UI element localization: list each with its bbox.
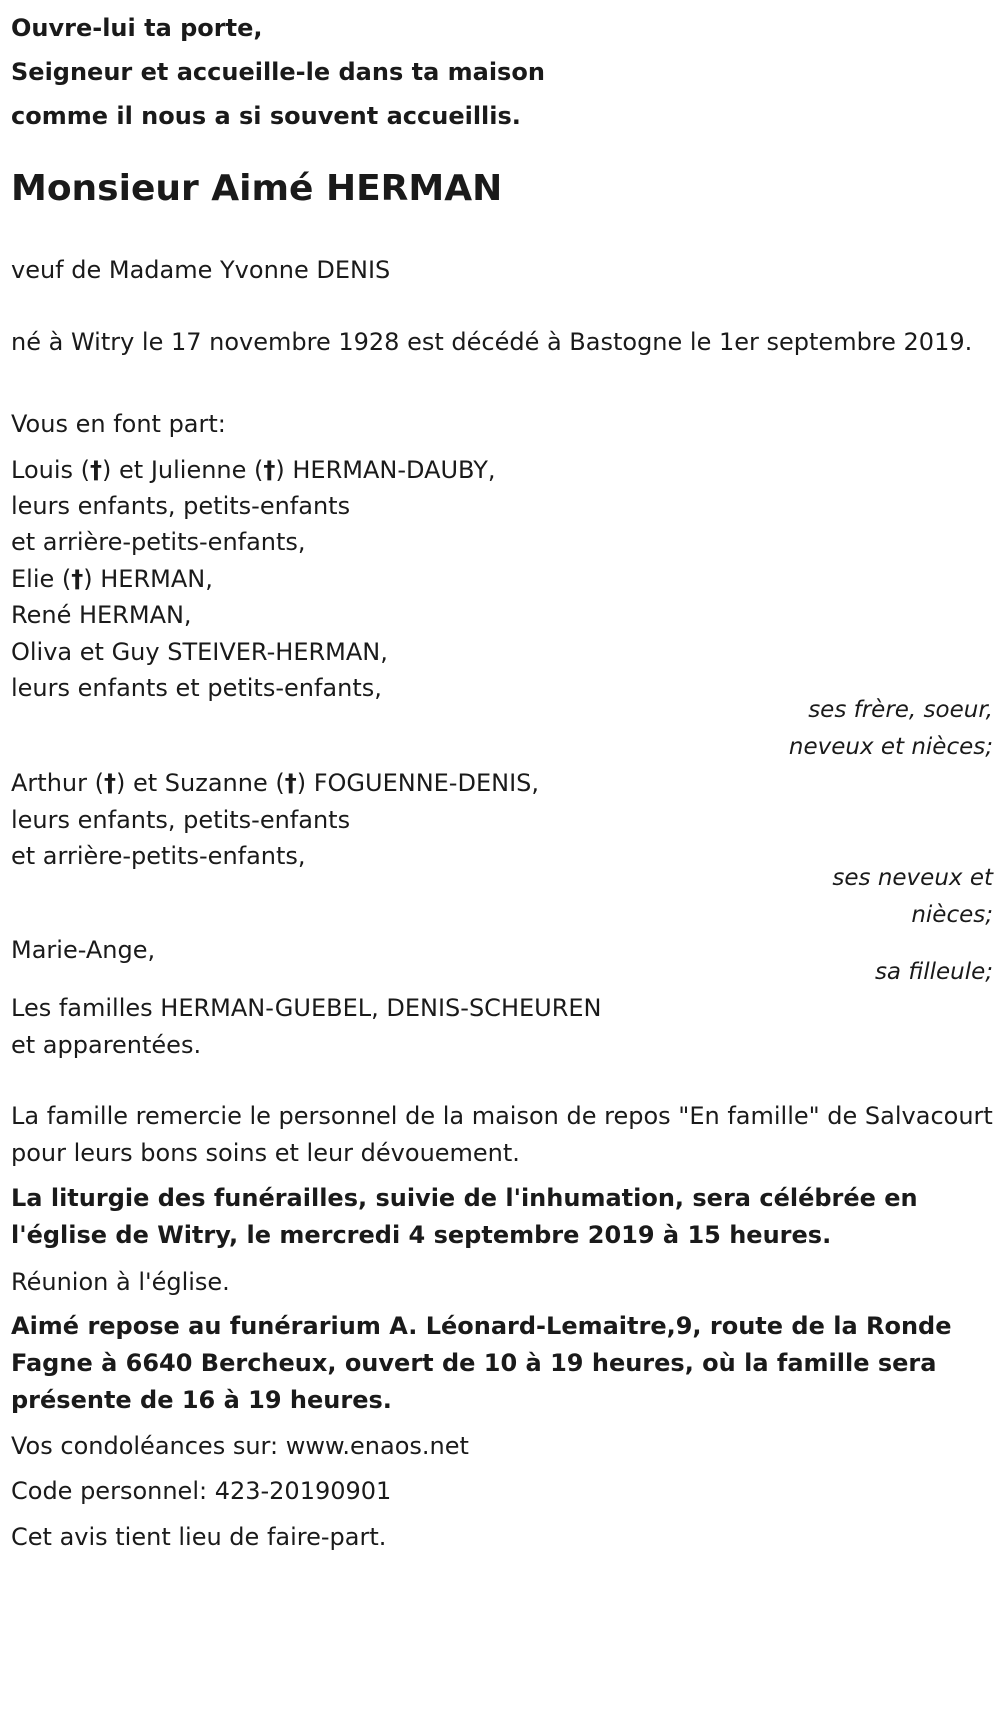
cross-icon: †	[284, 769, 297, 797]
cross-icon: †	[90, 456, 103, 484]
funeral-paragraph: La liturgie des funérailles, suivie de l'inhumation, sera célébrée en l'église de Witry, le mercredi 4 septembre 2019 à 15 heures.	[11, 1184, 918, 1249]
spouse-line: veuf de Madame Yvonne DENIS	[11, 256, 391, 284]
family-line: Les familles HERMAN-GUEBEL, DENIS-SCHEUREN	[11, 994, 602, 1022]
poem-line-1: Ouvre-lui ta porte,	[11, 14, 263, 42]
thanks-paragraph: La famille remercie le personnel de la maison de repos "En famille" de Salvacourt pour leurs bons soins et leur dévouement.	[11, 1102, 993, 1167]
family-line: Marie-Ange,	[11, 936, 156, 964]
cross-icon: †	[103, 769, 116, 797]
relation-label: neveux et nièces;	[788, 734, 993, 760]
poem-line-3: comme il nous a si souvent accueillis.	[11, 102, 521, 130]
birth-death-line: né à Witry le 17 novembre 1928 est décédé à Bastogne le 1er septembre 2019.	[11, 328, 973, 356]
repose-paragraph: Aimé repose au funérarium A. Léonard-Lemaitre,9, route de la Ronde Fagne à 6640 Bercheux, ouvert de 10 à 19 heures, où la famille sera présente de 16 à 19 heures.	[11, 1312, 952, 1414]
family-line: et arrière-petits-enfants,	[11, 842, 306, 870]
family-line: et arrière-petits-enfants,	[11, 528, 306, 556]
family-line: leurs enfants et petits-enfants,	[11, 674, 382, 702]
meeting-line: Réunion à l'église.	[11, 1268, 230, 1296]
personal-code: Code personnel: 423-20190901	[11, 1477, 392, 1505]
cross-icon: †	[263, 456, 276, 484]
family-line: Louis (†) et Julienne (†) HERMAN-DAUBY,	[11, 456, 496, 484]
family-line: Arthur (†) et Suzanne (†) FOGUENNE-DENIS,	[11, 769, 540, 797]
family-line: leurs enfants, petits-enfants	[11, 492, 351, 520]
relation-label: ses frère, soeur,	[808, 697, 993, 723]
deceased-name: Monsieur Aimé HERMAN	[11, 168, 503, 209]
relation-label: sa filleule;	[874, 959, 993, 985]
family-line: et apparentées.	[11, 1031, 202, 1059]
family-line: Oliva et Guy STEIVER-HERMAN,	[11, 638, 388, 666]
family-line: René HERMAN,	[11, 601, 192, 629]
poem-line-2: Seigneur et accueille-le dans ta maison	[11, 58, 545, 86]
notice-line: Cet avis tient lieu de faire-part.	[11, 1523, 387, 1551]
cross-icon: †	[71, 565, 84, 593]
relation-label: ses neveux et	[832, 865, 993, 891]
condolences-line: Vos condoléances sur: www.enaos.net	[11, 1432, 469, 1460]
family-line: leurs enfants, petits-enfants	[11, 806, 351, 834]
relation-label: nièces;	[911, 902, 993, 928]
family-line: Elie (†) HERMAN,	[11, 565, 213, 593]
announcement-intro: Vous en font part:	[11, 410, 226, 438]
